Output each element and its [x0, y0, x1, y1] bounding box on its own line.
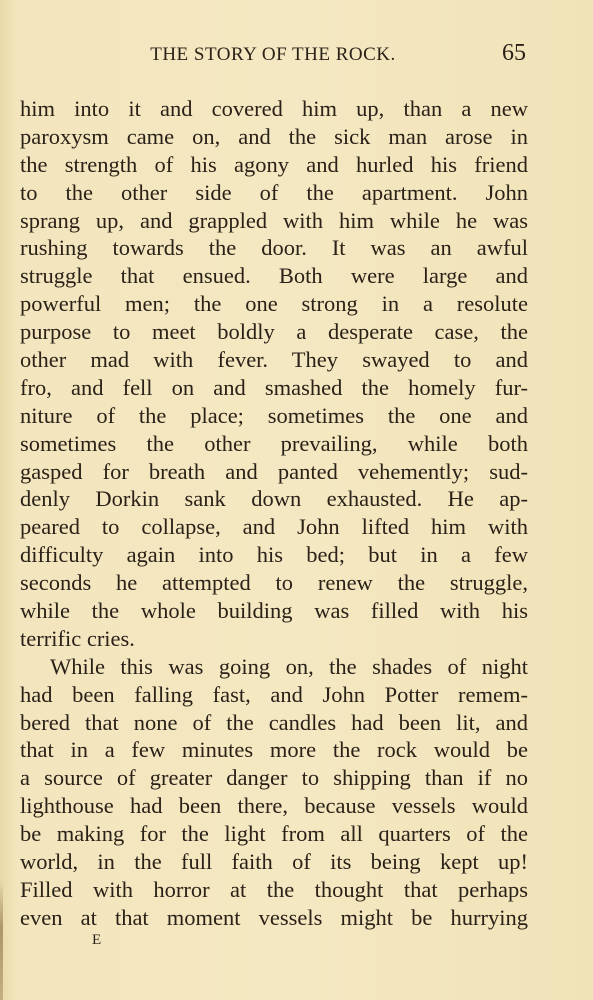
body-text	[20, 95, 528, 932]
text-line: world, in the full faith of its being kept up!	[20, 849, 528, 875]
paragraph-end-line: terrific cries.	[20, 625, 135, 651]
page-edge-shadow	[0, 880, 3, 1000]
running-title: THE STORY OF THE ROCK.	[150, 44, 396, 65]
text-line: sprang up, and grappled with him while he was	[20, 207, 528, 233]
text-line: peared to collapse, and John lifted him with	[20, 514, 528, 540]
text-line: other mad with fever. They swayed to and	[20, 347, 528, 373]
text-line: even at that moment vessels might be hurrying	[20, 904, 528, 930]
signature-mark: E	[92, 932, 103, 948]
text-line: purpose to meet boldly a desperate case, the	[20, 319, 528, 345]
text-line: the strength of his agony and hurled his friend	[20, 151, 528, 177]
text-line: niture of the place; sometimes the one and	[20, 402, 528, 428]
text-line: difficulty again into his bed; but in a few	[20, 542, 528, 568]
text-line: sometimes the other prevailing, while both	[20, 430, 528, 456]
text-line: lighthouse had been there, because vessels would	[20, 793, 528, 819]
text-line: him into it and covered him up, than a new	[20, 96, 528, 121]
running-head	[20, 40, 526, 72]
text-line: rushing towards the door. It was an awful	[20, 235, 528, 261]
text-line: seconds he attempted to renew the struggle,	[20, 570, 528, 596]
text-line: powerful men; the one strong in a resolute	[20, 291, 528, 317]
text-line: struggle that ensued. Both were large and	[20, 263, 528, 289]
text-line: gasped for breath and panted vehemently; sud-	[20, 458, 528, 484]
page-number: 65	[502, 40, 526, 66]
text-line: fro, and fell on and smashed the homely fur-	[20, 374, 528, 400]
text-line: Filled with horror at the thought that perhaps	[20, 876, 528, 902]
text-line: had been falling fast, and John Potter remem-	[20, 681, 528, 707]
text-line: to the other side of the apartment. John	[20, 179, 528, 205]
text-line: paroxysm came on, and the sick man arose in	[20, 123, 528, 149]
text-line: that in a few minutes more the rock would be	[20, 737, 528, 763]
text-line: denly Dorkin sank down exhausted. He ap-	[20, 486, 528, 512]
paragraph-start-line: While this was going on, the shades of night	[50, 653, 528, 679]
text-line: bered that none of the candles had been lit, and	[20, 709, 528, 735]
text-line: a source of greater danger to shipping than if no	[20, 765, 528, 791]
text-line: while the whole building was filled with his	[20, 598, 528, 624]
text-line: be making for the light from all quarters of the	[20, 821, 528, 847]
